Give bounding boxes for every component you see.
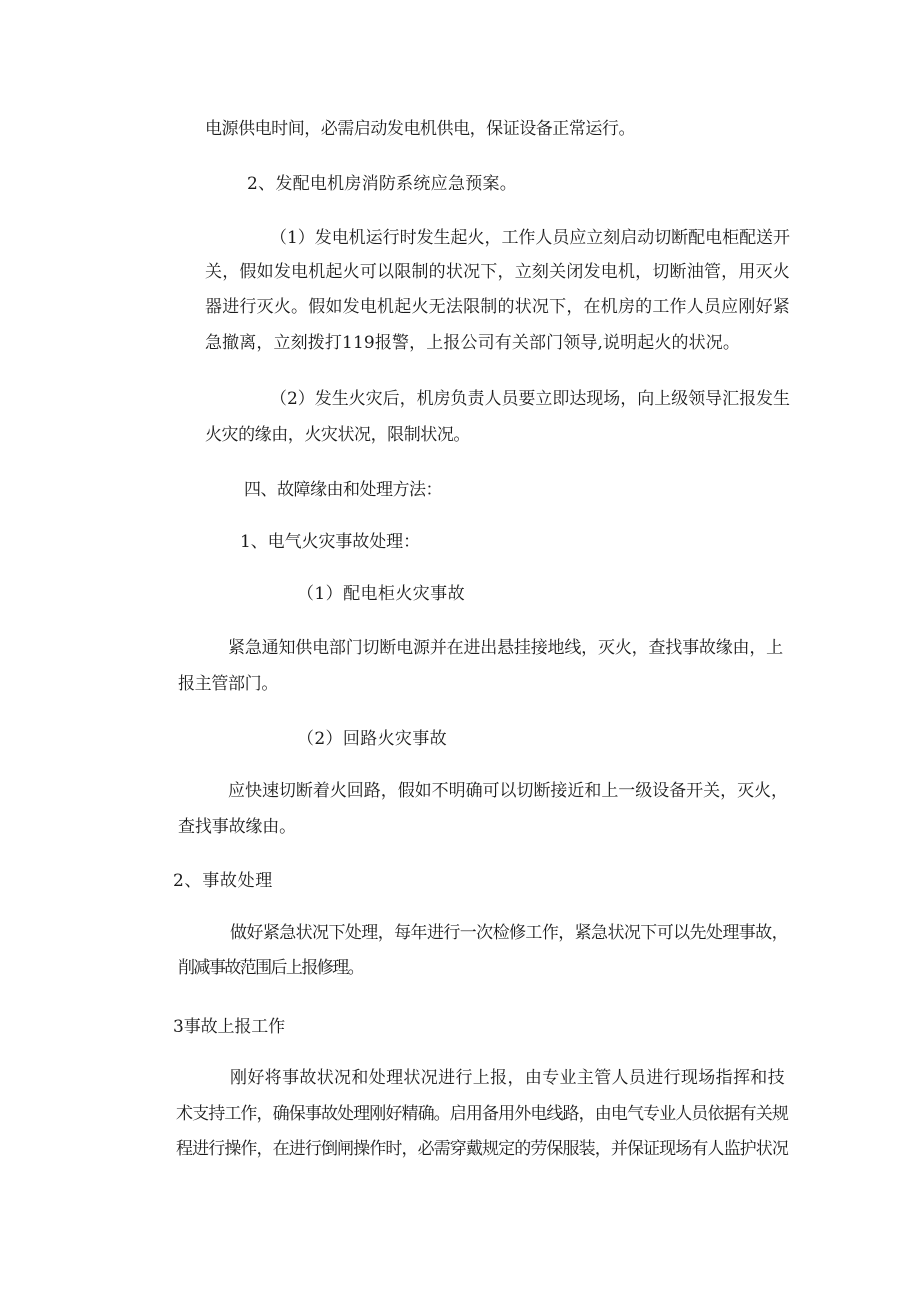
section-heading: （2）回路火灾事故 (297, 729, 447, 749)
section-heading: （1）配电柜火灾事故 (297, 584, 465, 604)
text-line: 火灾的缘由，火灾状况，限制状况。 (205, 425, 470, 445)
section-heading: 1、电气火灾事故处理： (240, 532, 420, 552)
text-line: 削减事故范围后上报修理。 (178, 958, 363, 978)
text-line: （2）发生火灾后，机房负责人员要立即达现场，向上级领导汇报发生 (270, 389, 790, 409)
section-heading: 四、故障缘由和处理方法： (244, 480, 442, 500)
text-line: 术支持工作，确保事故处理刚好精确。启用备用外电线路，由电气专业人员依据有关规 (176, 1104, 788, 1124)
text-line: 器进行灭火。假如发电机起火无法限制的状况下，在机房的工作人员应刚好紧 (205, 297, 790, 317)
text-line: 应快速切断着火回路，假如不明确可以切断接近和上一级设备开关，灭火， (228, 781, 788, 801)
text-line: 报主管部门。 (178, 674, 278, 694)
text-line: 关，假如发电机起火可以限制的状况下，立刻关闭发电机，切断油管，用灭火 (205, 262, 790, 282)
text-line: 做好紧急状况下处理，每年进行一次检修工作，紧急状况下可以先处理事故， (230, 923, 788, 943)
text-line: 紧急通知供电部门切断电源并在进出悬挂接地线，灭火，查找事故缘由，上 (228, 638, 783, 658)
text-line: 急撤离，立刻拨打119报警，上报公司有关部门领导,说明起火的状况。 (205, 333, 740, 353)
section-heading: 3事故上报工作 (173, 1017, 285, 1037)
text-line: 电源供电时间，必需启动发电机供电，保证设备正常运行。 (205, 119, 635, 139)
text-line: 程进行操作，在进行倒闸操作时，必需穿戴规定的劳保服装，并保证现场有人监护状况 (176, 1139, 788, 1159)
text-line: 刚好将事故状况和处理状况进行上报，由专业主管人员进行现场指挥和技 (230, 1068, 785, 1088)
section-heading: 2、发配电机房消防系统应急预案。 (247, 174, 517, 194)
text-line: （1）发电机运行时发生起火，工作人员应立刻启动切断配电柜配送开 (270, 228, 790, 248)
section-heading: 2、事故处理 (173, 871, 273, 891)
text-line: 查找事故缘由。 (178, 817, 296, 837)
